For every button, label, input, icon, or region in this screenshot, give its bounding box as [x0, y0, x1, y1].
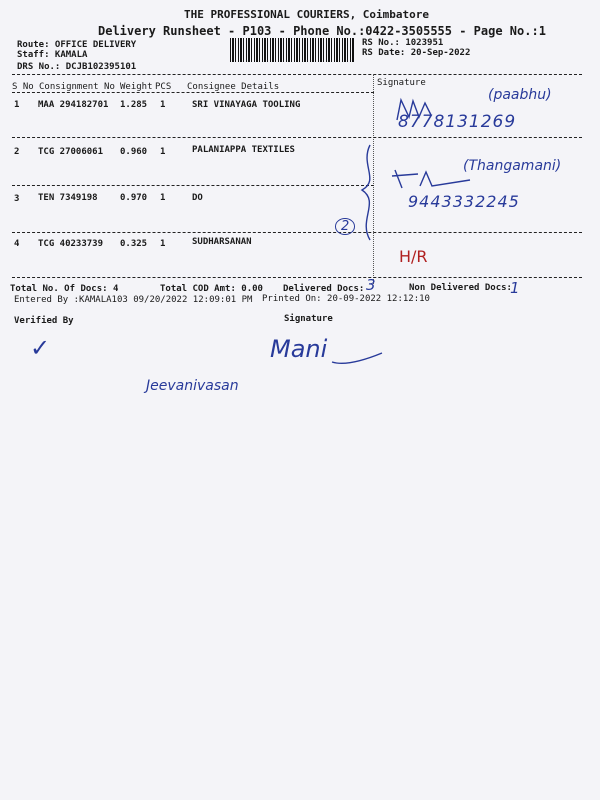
verified-by-label: Verified By: [14, 316, 74, 326]
table-row-1-consignment: MAA 294182701: [38, 100, 109, 110]
col-consignee: Consignee Details: [187, 82, 280, 92]
table-row-3-consignment: TEN 7349198: [38, 193, 98, 203]
col-sno: S No: [12, 82, 34, 92]
table-row-2-sno: 2: [14, 147, 20, 157]
barcode: [230, 38, 355, 62]
signature-label: Signature: [284, 314, 333, 324]
route-label: Route: OFFICE DELIVERY: [17, 40, 137, 50]
table-header-rule: [12, 92, 374, 93]
handwritten-circled-number: 2: [335, 218, 355, 235]
table-row-2-consignment: TCG 27006061: [38, 147, 104, 157]
handwritten-hr-mark: H/R: [399, 247, 428, 266]
rs-number: RS No.: 1023951: [362, 38, 444, 48]
tick-mark-icon: ✓: [30, 334, 51, 362]
handwritten-delivered-count: 3: [366, 276, 376, 294]
handwritten-verifier-signature: Jeevanivasan: [146, 378, 239, 394]
table-row-4-consignment: TCG 40233739: [38, 239, 104, 249]
table-row-4-sno: 4: [14, 239, 20, 249]
table-row-4-consignee: SUDHARSANAN: [192, 237, 252, 247]
staff-label: Staff: KAMALA: [17, 50, 88, 60]
signature-underline-stroke: [330, 348, 385, 368]
non-delivered-docs-label: Non Delivered Docs:: [409, 283, 512, 293]
handwritten-name-2: (Thangamani): [463, 158, 562, 174]
handwritten-name-1: (paabhu): [488, 87, 552, 103]
drs-number: DRS No.: DCJB102395101: [17, 62, 137, 72]
printed-on: Printed On: 20-09-2022 12:12:10: [262, 294, 430, 304]
table-row-3-consignee: DO: [192, 193, 203, 203]
table-row-1-pcs: 1: [160, 100, 166, 110]
delivered-docs-label: Delivered Docs:: [283, 284, 365, 294]
row-2-rule: [12, 185, 374, 186]
table-row-3-sno: 3: [14, 194, 20, 204]
table-row-2-pcs: 1: [160, 147, 166, 157]
handwritten-phone-1: 8778131269: [398, 112, 517, 132]
rs-date: RS Date: 20-Sep-2022: [362, 48, 471, 58]
handwritten-non-delivered-count: 1: [510, 279, 520, 297]
total-docs: Total No. Of Docs: 4: [10, 284, 119, 294]
table-row-4-weight: 0.325: [120, 239, 148, 249]
total-cod-amount: Total COD Amt: 0.00: [160, 284, 263, 294]
table-row-1-weight: 1.285: [120, 100, 148, 110]
handwritten-staff-signature: Mani: [270, 335, 328, 363]
company-name: THE PROFESSIONAL COURIERS, Coimbatore: [184, 8, 430, 21]
table-row-1-consignee: SRI VINAYAGA TOOLING: [192, 100, 301, 110]
table-row-3-pcs: 1: [160, 193, 166, 203]
entered-by: Entered By :KAMALA103 09/20/2022 12:09:01 PM: [14, 295, 253, 305]
table-row-2-consignee: PALANIAPPA TEXTILES: [192, 145, 295, 155]
handwritten-phone-2: 9443332245: [408, 192, 520, 211]
row-1-rule: [12, 137, 582, 138]
table-top-rule: [12, 74, 582, 75]
table-row-1-sno: 1: [14, 100, 20, 110]
col-signature: Signature: [377, 78, 426, 88]
row-4-rule: [12, 277, 582, 278]
table-row-2-weight: 0.960: [120, 147, 148, 157]
runsheet-title: Delivery Runsheet - P103 - Phone No.:0422-3505555 - Page No.:1: [98, 24, 546, 38]
table-row-4-pcs: 1: [160, 239, 166, 249]
table-row-3-weight: 0.970: [120, 193, 148, 203]
col-consignment: Consignment No: [39, 82, 115, 92]
col-pcs: PCS: [155, 82, 172, 92]
col-weight: Weight: [120, 82, 153, 92]
